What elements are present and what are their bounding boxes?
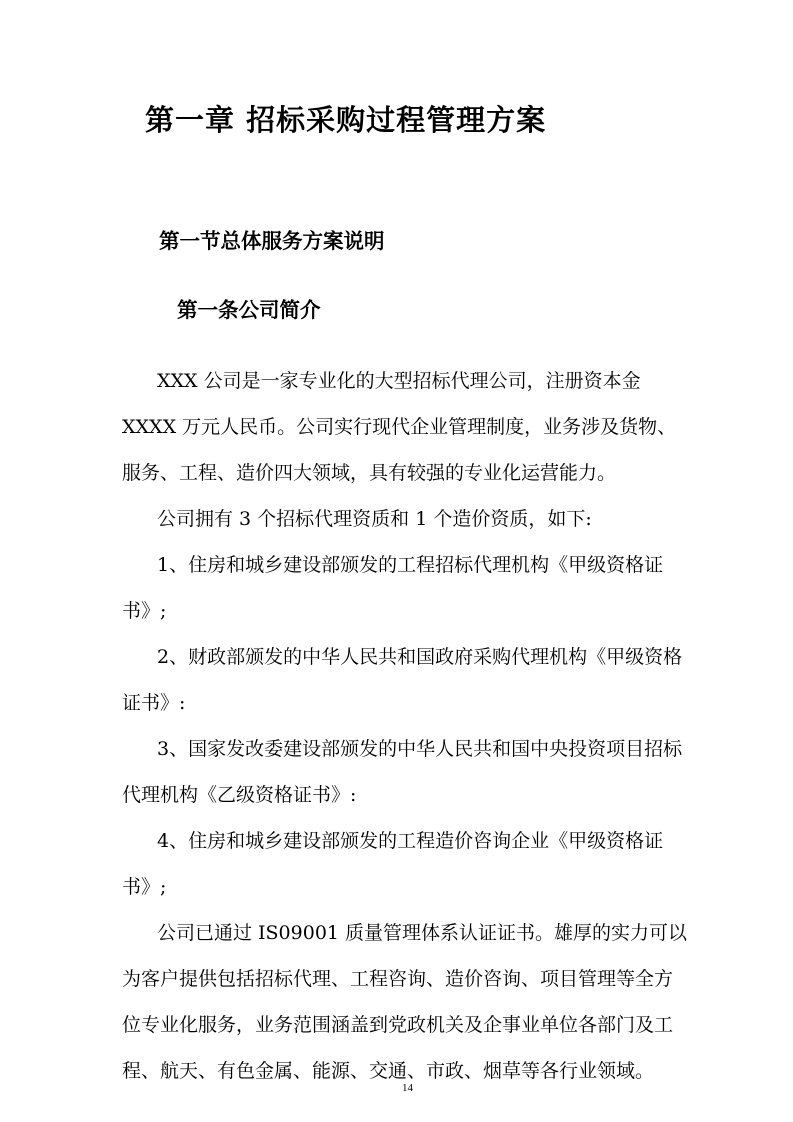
text-line: 服务、工程、造价四大领域，具有较强的专业化运营能力。	[122, 462, 617, 484]
text-line: 代理机构《乙级资格证书》:	[122, 784, 357, 806]
article-title: 第一条公司简介	[177, 298, 321, 322]
text-line: 公司拥有 3 个招标代理资质和 1 个造价资质，如下:	[157, 508, 592, 530]
text-line: 位专业化服务，业务范围涵盖到党政机关及企事业单位各部门及工	[122, 1014, 674, 1036]
text-line: 为客户提供包括招标代理、工程咨询、造价咨询、项目管理等全方	[122, 968, 674, 990]
body-text	[122, 358, 688, 1094]
section-title: 第一节总体服务方案说明	[159, 229, 385, 253]
text-line: 书》;	[122, 876, 167, 898]
text-line: 2、财政部颁发的中华人民共和国政府采购代理机构《甲级资格	[157, 646, 683, 668]
text-line: XXXX 万元人民币。公司实行现代企业管理制度，业务涉及货物、	[122, 416, 677, 438]
text-line: XXX 公司是一家专业化的大型招标代理公司，注册资本金	[157, 370, 641, 392]
text-line: 公司已通过 IS09001 质量管理体系认证证书。雄厚的实力可以	[157, 922, 688, 944]
text-line: 证书》:	[122, 692, 186, 714]
page-number: 14	[402, 1082, 413, 1094]
text-line: 3、国家发改委建设部颁发的中华人民共和国中央投资项目招标	[157, 738, 683, 760]
text-line: 书》;	[122, 600, 167, 622]
text-line: 1、住房和城乡建设部颁发的工程招标代理机构《甲级资格证	[157, 554, 664, 576]
text-line: 程、航天、有色金属、能源、交通、市政、烟草等各行业领域。	[122, 1060, 655, 1082]
text-line: 4、住房和城乡建设部颁发的工程造价咨询企业《甲级资格证	[157, 830, 664, 852]
chapter-title: 第一章 招标采购过程管理方案	[145, 103, 547, 137]
